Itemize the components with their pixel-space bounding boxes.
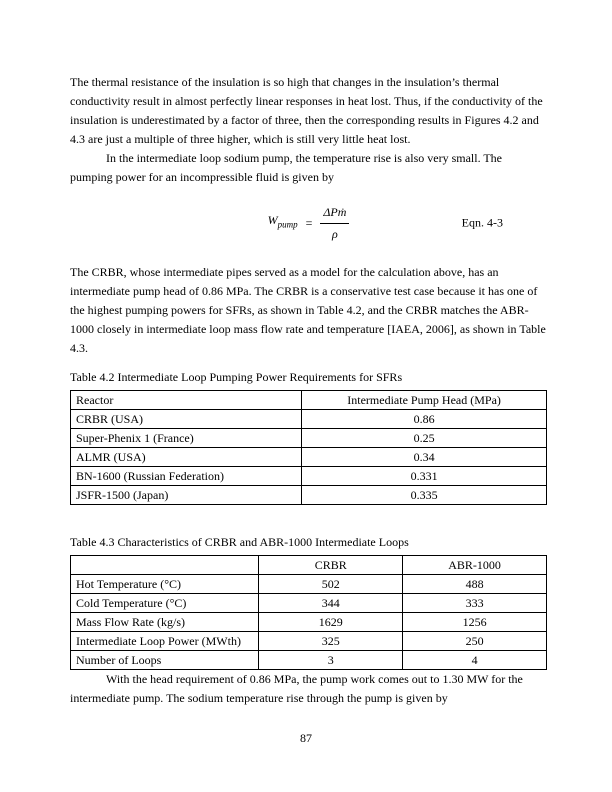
table-header-row [71, 556, 547, 575]
equation-denominator: ρ [332, 226, 338, 241]
table-cell: 1256 [403, 613, 547, 632]
table-cell: 250 [403, 632, 547, 651]
table-cell: Mass Flow Rate (kg/s) [71, 613, 259, 632]
table-cell: JSFR-1500 (Japan) [71, 486, 302, 505]
table-header-cell: Reactor [71, 391, 302, 410]
paragraph-pump-work: With the head requirement of 0.86 MPa, the pump work comes out to 1.30 MW for the intermediate pump. The sodium temperature rise through the pump is given by [70, 672, 523, 705]
table-row [71, 651, 547, 670]
table-cell: 1629 [259, 613, 403, 632]
paragraph-pump-intro: In the intermediate loop sodium pump, the temperature rise is also very small. The pumping power for an incompressible fluid is given by [70, 151, 503, 184]
table-cell: 0.86 [302, 410, 547, 429]
table-cell: Super-Phenix 1 (France) [71, 429, 302, 448]
table-header-row [71, 391, 547, 410]
table-cell: 4 [403, 651, 547, 670]
table-row [71, 594, 547, 613]
table-cell: 0.25 [302, 429, 547, 448]
table-row [71, 448, 547, 467]
table-cell: 0.34 [302, 448, 547, 467]
table-row [71, 613, 547, 632]
table-cell: Hot Temperature (°C) [71, 575, 259, 594]
table-row [71, 467, 547, 486]
equation-numerator: ΔPṁ [320, 203, 349, 224]
table-4-2 [70, 390, 547, 505]
table-cell: 344 [259, 594, 403, 613]
table-row [71, 410, 547, 429]
table-cell: Intermediate Loop Power (MWth) [71, 632, 259, 651]
table-cell: 0.335 [302, 486, 547, 505]
equation-pump-power [268, 203, 350, 244]
table-cell: CRBR (USA) [71, 410, 302, 429]
table-header-cell: Intermediate Pump Head (MPa) [302, 391, 547, 410]
equation-label: Eqn. 4-3 [461, 215, 503, 230]
table-cell: 3 [259, 651, 403, 670]
table-4-3 [70, 555, 547, 670]
table-header-cell: CRBR [259, 556, 403, 575]
table-cell: BN-1600 (Russian Federation) [71, 467, 302, 486]
table-cell: 325 [259, 632, 403, 651]
table-row [71, 575, 547, 594]
equation-block [70, 199, 547, 247]
table-cell: ALMR (USA) [71, 448, 302, 467]
table-header-cell: ABR-1000 [403, 556, 547, 575]
table-row [71, 486, 547, 505]
table-cell: 333 [403, 594, 547, 613]
table-header-cell [71, 556, 259, 575]
paragraph-insulation: The thermal resistance of the insulation is so high that changes in the insulation’s thermal conductivity result in almost perfectly linear responses in heat lost. Thus, if the conductivity of the insulation is underestimated by a factor of three, then the corresponding results in Figures 4.2 and 4.3 are just a multiple of three higher, which is still very little heat lost. [70, 75, 543, 146]
table-cell: Number of Loops [71, 651, 259, 670]
equation-lhs: $W_{pump}$ [267, 213, 298, 230]
page-content [70, 73, 547, 708]
table-4-3-caption: Table 4.3 Characteristics of CRBR and ABR-1000 Intermediate Loops [70, 535, 409, 549]
table-cell: 502 [259, 575, 403, 594]
table-4-2-caption: Table 4.2 Intermediate Loop Pumping Power Requirements for SFRs [70, 370, 403, 384]
table-cell: Cold Temperature (°C) [71, 594, 259, 613]
equation-equals-sign: = [305, 215, 313, 230]
table-row [71, 429, 547, 448]
table-cell: 488 [403, 575, 547, 594]
equation-fraction [320, 203, 349, 244]
paragraph-crbr: The CRBR, whose intermediate pipes served as a model for the calculation above, has an intermediate pump head of 0.86 MPa. The CRBR is a conservative test case because it has one of the highest pumping powers for SFRs, as shown in Table 4.2, and the CRBR matches the ABR-1000 closely in intermediate loop mass flow rate and temperature [IAEA, 2006], as shown in Table 4.3. [70, 265, 546, 355]
page-number: 87 [300, 731, 312, 745]
table-row [71, 632, 547, 651]
table-cell: 0.331 [302, 467, 547, 486]
